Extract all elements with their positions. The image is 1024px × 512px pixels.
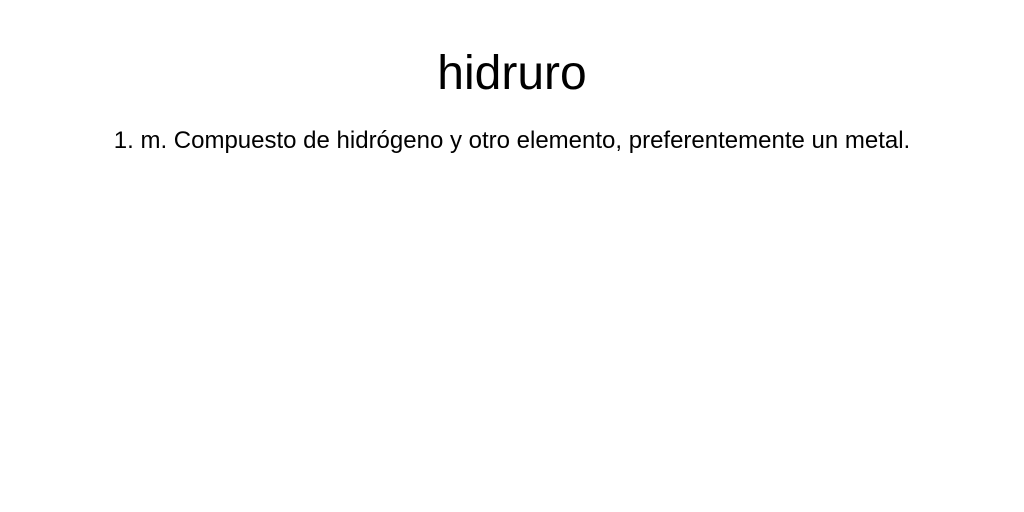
dictionary-entry xyxy=(0,0,1024,156)
entry-headword: hidruro xyxy=(437,47,587,100)
entry-definition: 1. m. Compuesto de hidrógeno y otro elemento, preferentemente un metal. xyxy=(113,127,911,154)
